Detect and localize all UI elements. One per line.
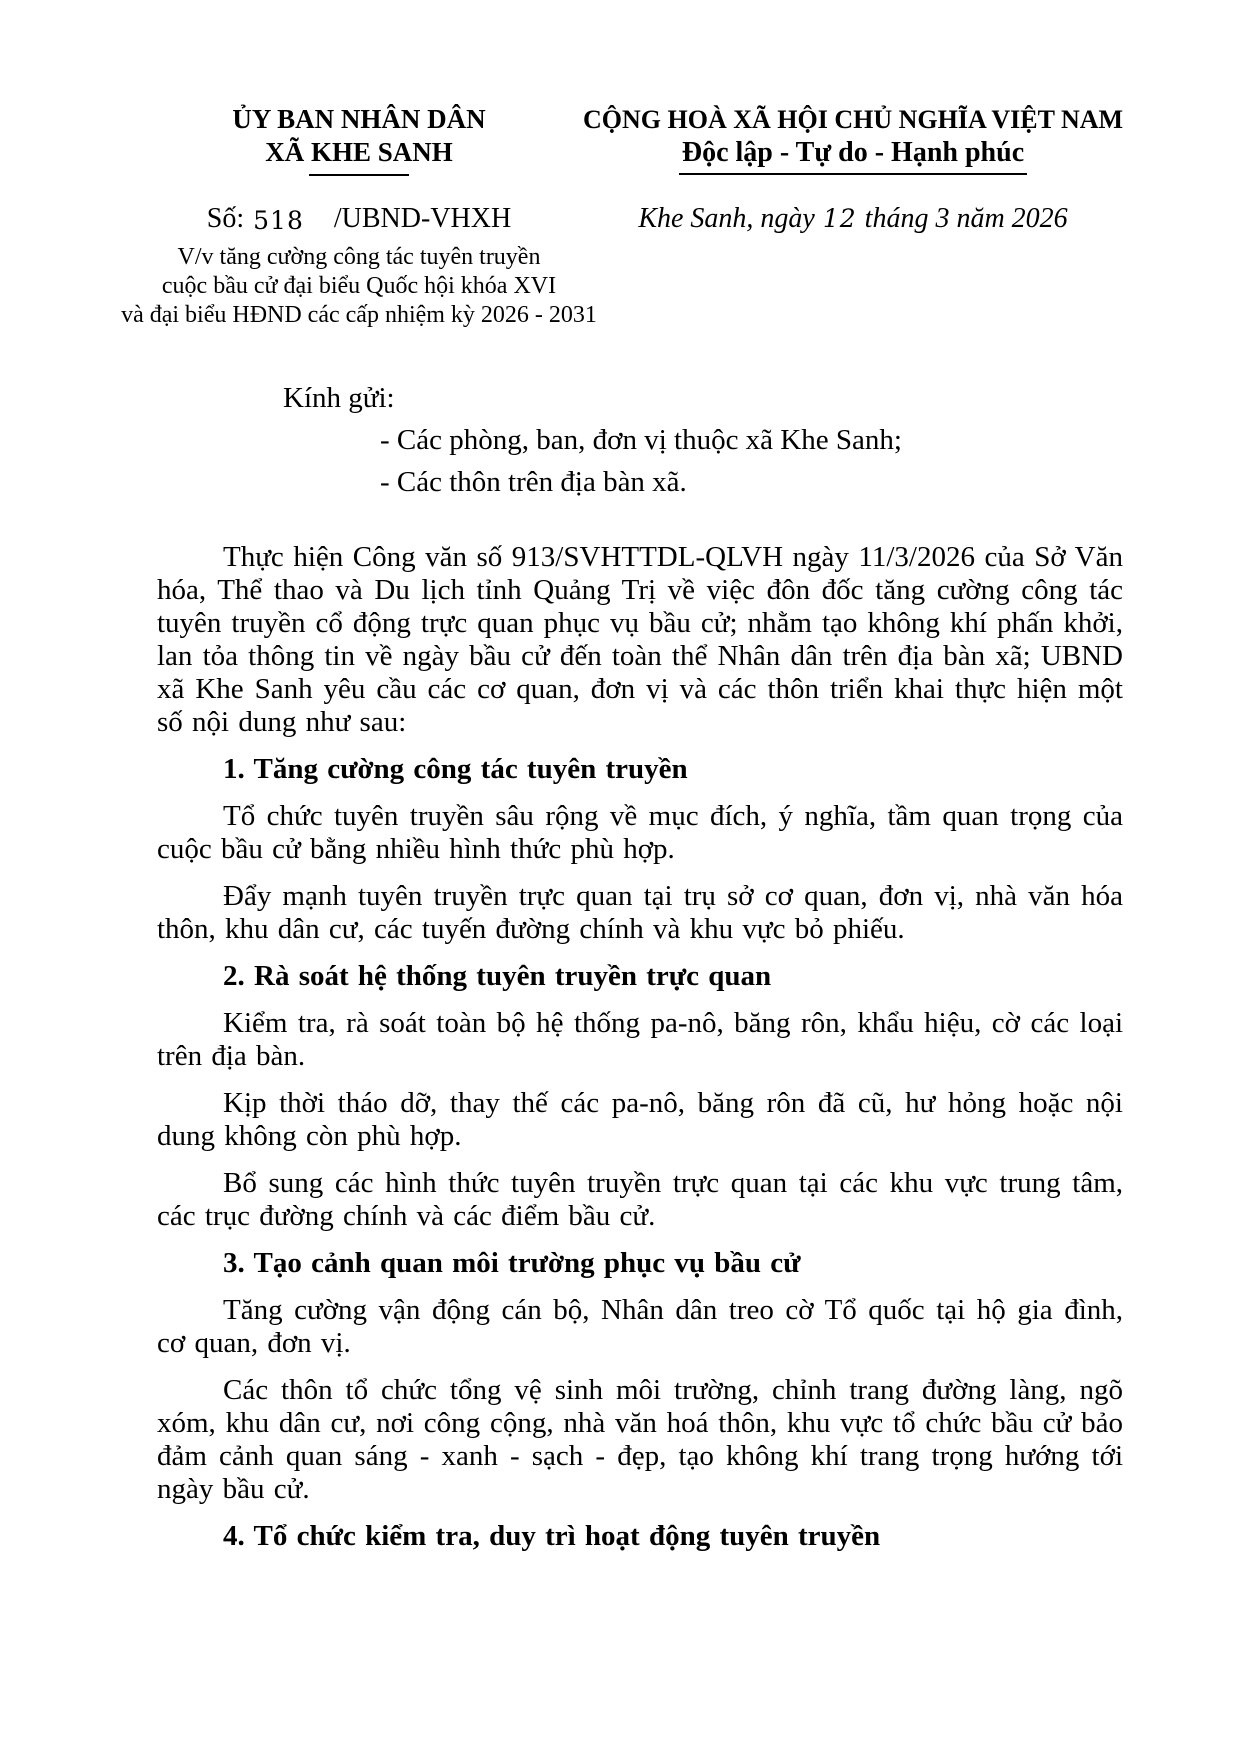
issuing-org-name: ỦY BAN NHÂN DÂN — [232, 104, 486, 134]
date-suffix: tháng 3 năm 2026 — [864, 203, 1068, 234]
section-2-paragraph-2: Kịp thời tháo dỡ, thay thế các pa-nô, băng rôn đã cũ, hư hỏng hoặc nội dung không còn phù hợp. — [157, 1087, 1123, 1152]
doc-subject-line1: V/v tăng cường công tác tuyên truyền — [177, 244, 541, 270]
section-3-paragraph-1: Tăng cường vận động cán bộ, Nhân dân treo cờ Tổ quốc tại hộ gia đình, cơ quan, đơn vị. — [157, 1294, 1123, 1359]
doc-number-value: 518 — [253, 206, 304, 235]
doc-subject-line3: và đại biểu HĐND các cấp nhiệm kỳ 2026 - 2031 — [121, 302, 597, 328]
section-3-paragraph-2: Các thôn tổ chức tổng vệ sinh môi trường, chỉnh trang đường làng, ngõ xóm, khu dân cư, nơi công cộng, nhà văn hoá thôn, khu vực tổ chức bầu cử bảo đảm cảnh quan sáng - xanh - sạch - đẹp, tạo không khí trang trọng hướng tới ngày bầu cử. — [157, 1374, 1123, 1505]
issuing-org-unit: XÃ KHE SANH — [265, 137, 453, 167]
place-date-line — [583, 202, 1123, 235]
section-2-paragraph-3: Bổ sung các hình thức tuyên truyền trực quan tại các khu vực trung tâm, các trục đường chính và các điểm bầu cử. — [157, 1167, 1123, 1232]
national-motto-text: Độc lập - Tự do - Hạnh phúc — [679, 136, 1027, 175]
section-1-heading: 1. Tăng cường công tác tuyên truyền — [223, 753, 688, 785]
intro-paragraph: Thực hiện Công văn số 913/SVHTTDL-QLVH ngày 11/3/2026 của Sở Văn hóa, Thể thao và Du lịch tỉnh Quảng Trị về việc đôn đốc tăng cường công tác tuyên truyền cổ động trực quan phục vụ bầu cử; nhằm tạo không khí phấn khởi, lan tỏa thông tin về ngày bầu cử đến toàn thể Nhân dân trên địa bàn xã; UBND xã Khe Sanh yêu cầu các cơ quan, đơn vị và các thôn triển khai thực hiện một số nội dung như sau: — [157, 541, 1123, 738]
doc-subject — [83, 243, 635, 330]
recipient-item-2: - Các thôn trên địa bàn xã. — [380, 466, 687, 498]
doc-number-line — [83, 202, 635, 235]
doc-subject-line2: cuộc bầu cử đại biểu Quốc hội khóa XVI — [161, 273, 557, 299]
section-1-paragraph-2: Đẩy mạnh tuyên truyền trực quan tại trụ sở cơ quan, đơn vị, nhà văn hóa thôn, khu dân cư, các tuyến đường chính và khu vực bỏ phiếu. — [157, 880, 1123, 945]
doc-number-label: Số: — [206, 203, 245, 234]
section-2-heading: 2. Rà soát hệ thống tuyên truyền trực quan — [223, 960, 772, 992]
national-header: CỘNG HOÀ XÃ HỘI CHỦ NGHĨA VIỆT NAM — [583, 105, 1124, 134]
org-underline-rule — [309, 174, 409, 176]
header-right-column — [583, 103, 1123, 235]
salutation-label: Kính gửi: — [283, 382, 395, 414]
document-body — [157, 541, 1123, 1553]
national-motto — [583, 136, 1123, 175]
header-left-column — [83, 103, 635, 330]
section-1-paragraph-1: Tổ chức tuyên truyền sâu rộng về mục đích, ý nghĩa, tầm quan trọng của cuộc bầu cử bằng nhiều hình thức phù hợp. — [157, 800, 1123, 865]
recipient-item-1: - Các phòng, ban, đơn vị thuộc xã Khe Sanh; — [380, 424, 902, 456]
section-4-heading: 4. Tổ chức kiểm tra, duy trì hoạt động tuyên truyền — [223, 1520, 881, 1552]
section-2-paragraph-1: Kiểm tra, rà soát toàn bộ hệ thống pa-nô, băng rôn, khẩu hiệu, cờ các loại trên địa bàn. — [157, 1007, 1123, 1072]
date-prefix: Khe Sanh, ngày — [638, 203, 815, 234]
date-day-value: 12 — [822, 204, 857, 233]
section-3-heading: 3. Tạo cảnh quan môi trường phục vụ bầu cử — [223, 1247, 801, 1279]
doc-number-suffix: /UBND-VHXH — [333, 203, 512, 234]
document-header — [0, 0, 1241, 332]
